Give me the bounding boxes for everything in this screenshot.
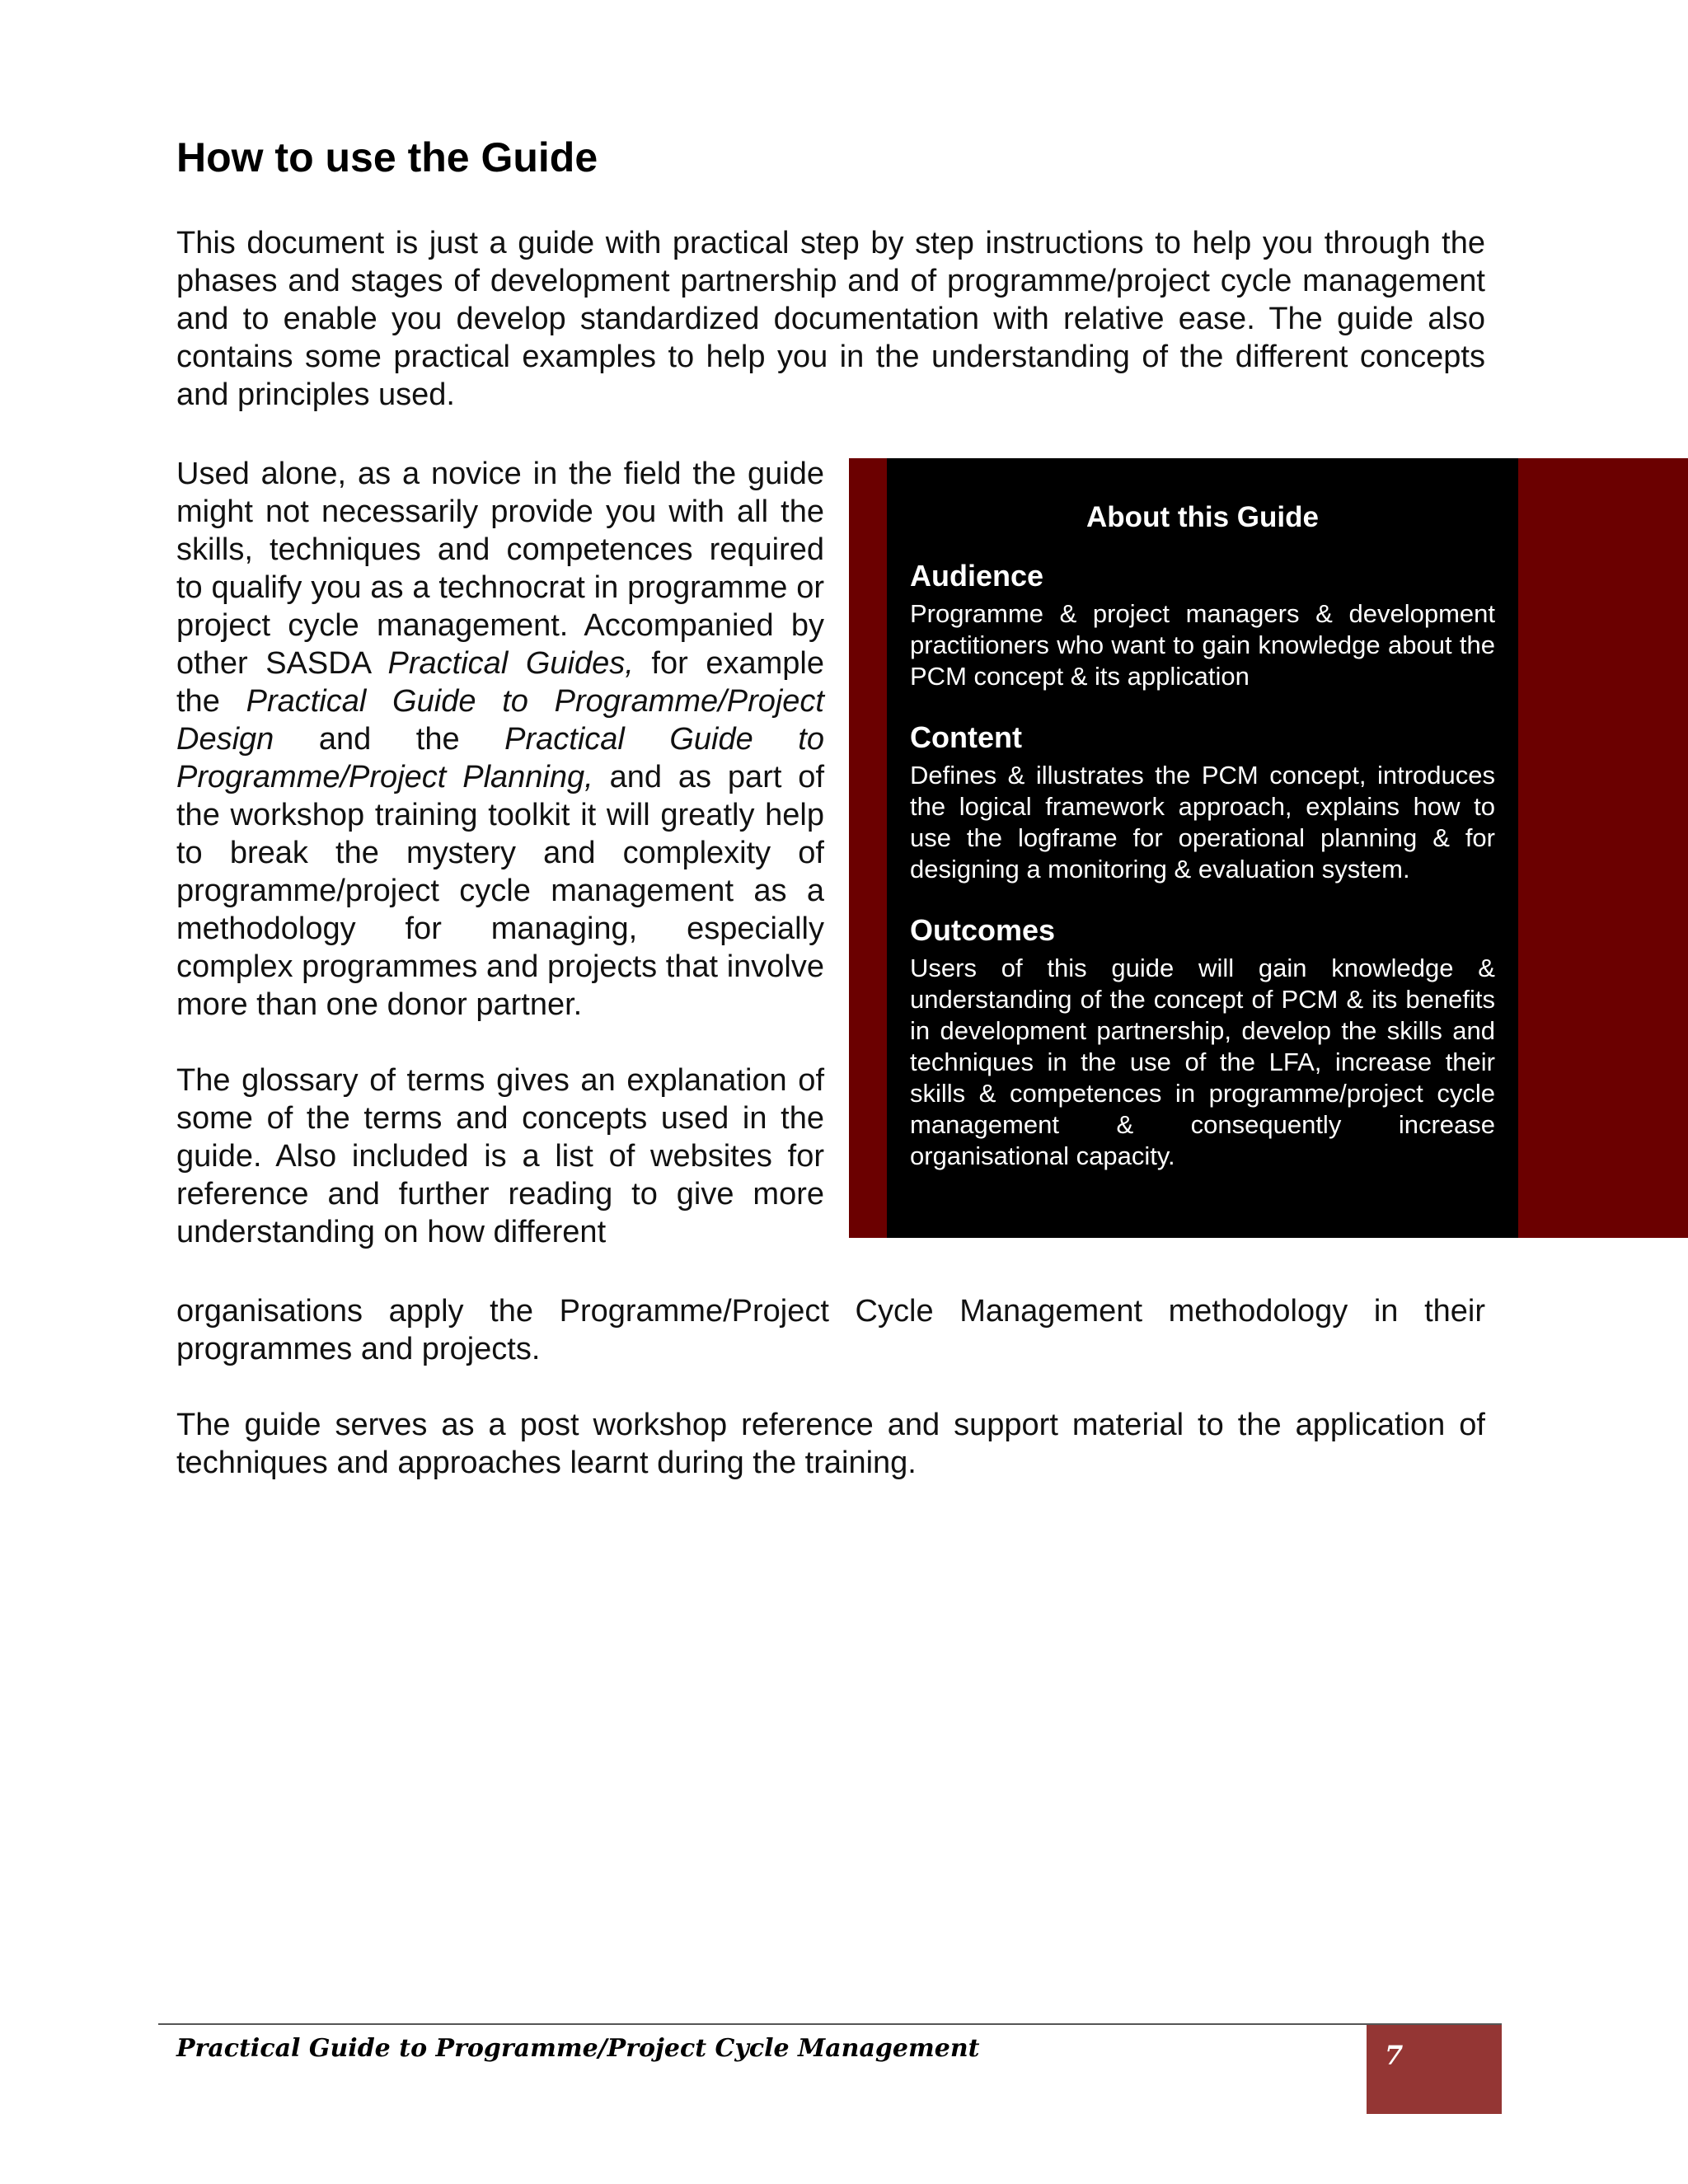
novice-paragraph: Used alone, as a novice in the field the guide might not necessarily provide you with all the skills, techniques and competences required to qualify you as a technocrat in programme or project cycle management. Accompanied by other SASDA Practical Guides, for example the Practical Guide to Programme/Project Design and the Practical Guide to Programme/Project Planning, and as part of the workshop training toolkit it will greatly help to break the mystery and complexity of programme/project cycle management as a methodology for managing, especially complex programmes and projects that involve more than one donor partner. [176, 457, 825, 1022]
guide-series-name: Practical Guides, [387, 646, 634, 681]
about-guide-title: About this Guide [1086, 501, 1319, 533]
content-heading: Content [910, 720, 1022, 754]
about-guide-box [887, 458, 1518, 1238]
planning-guide-title: Practical Guide to Programme/Project Planning, [176, 722, 824, 794]
footer-divider [158, 2023, 1502, 2025]
footer-title: Practical Guide to Programme/Project Cycle Management [176, 2034, 980, 2063]
audience-heading: Audience [910, 559, 1044, 593]
outcomes-heading: Outcomes [910, 913, 1056, 947]
glossary-paragraph: The glossary of terms gives an explanation of some of the terms and concepts used in the guide. Also included is a list of websites for reference and further reading to give more understanding on how different [176, 1063, 824, 1249]
content-text: Defines & illustrates the PCM concept, introduces the logical framework approach, explains how to use the logframe for operational planning & for designing a monitoring & evaluation system. [910, 761, 1495, 883]
glossary-paragraph-continued: organisations apply the Programme/Project Cycle Management methodology in their programmes and projects. [176, 1294, 1485, 1366]
workshop-reference-paragraph: The guide serves as a post workshop reference and support material to the application of techniques and approaches learnt during the training. [176, 1408, 1485, 1480]
page-number: 7 [1385, 2040, 1404, 2071]
page-title: How to use the Guide [176, 134, 598, 180]
outcomes-text: Users of this guide will gain knowledge & understanding of the concept of PCM & its benefits in development partnership, develop the skills and techniques in the use of the LFA, increase their skills & competences in programme/project cycle management & consequently increase organisational capacity. [910, 954, 1495, 1170]
intro-paragraph: This document is just a guide with practical step by step instructions to help you through the phases and stages of development partnership and of programme/project cycle management and to enable you develop standardized documentation with relative ease. The guide also contains some practical examples to help you in the understanding of the different concepts and principles used. [176, 226, 1485, 412]
page-number-badge [1367, 2025, 1502, 2114]
audience-text: Programme & project managers & development practitioners who want to gain knowledge about the PCM concept & its application [910, 599, 1495, 691]
left-column [176, 455, 824, 1251]
design-guide-title: Practical Guide to Programme/Project Design [176, 684, 824, 757]
